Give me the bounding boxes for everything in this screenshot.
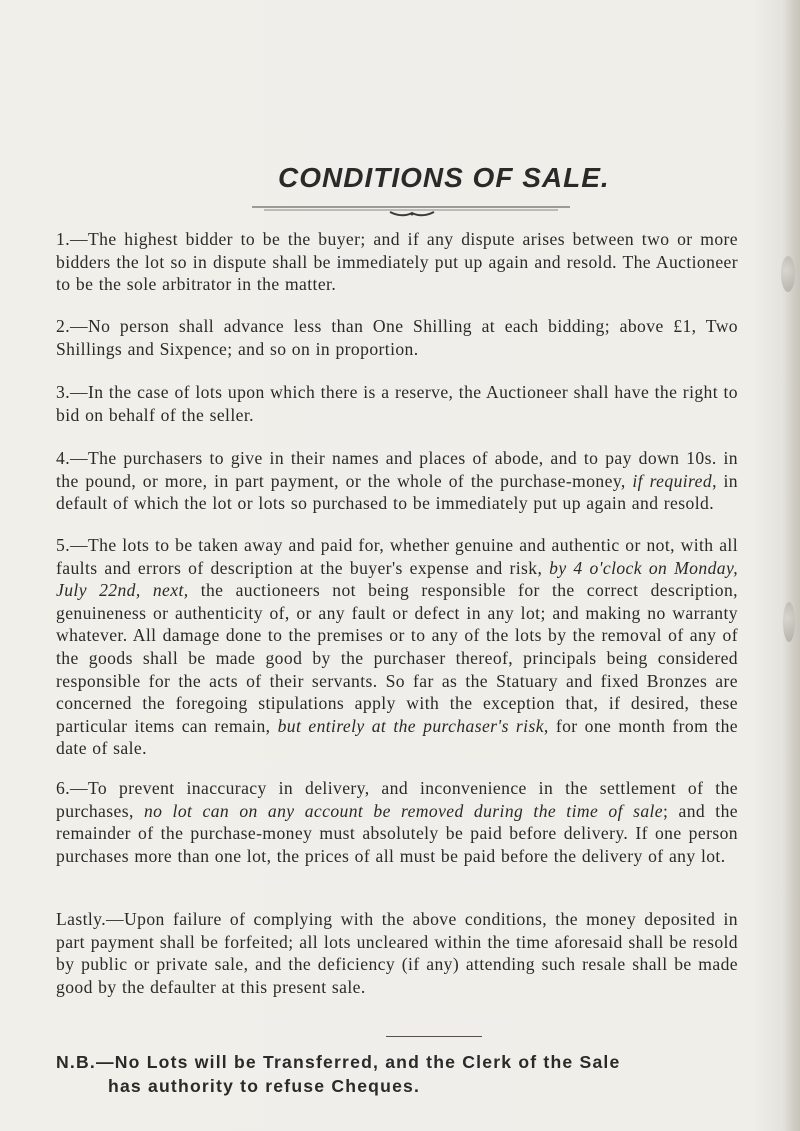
notice-line-1: N.B.—No Lots will be Transferred, and the Clerk of the Sale <box>56 1052 621 1072</box>
condition-3 <box>56 381 738 426</box>
condition-number: 5. <box>56 535 70 555</box>
page-edge-shadow <box>782 0 800 1131</box>
condition-text-emphasis: no lot can on any account be removed during the time of sale <box>143 800 664 821</box>
section-divider <box>386 1036 482 1037</box>
condition-text: —No person shall advance less than One Shilling at each bidding; above £1, Two Shillings and Sixpence; and so on in proportion. <box>56 316 738 359</box>
title-underline-ornament <box>252 204 570 218</box>
paper-spot <box>783 602 795 642</box>
condition-5 <box>56 534 738 760</box>
condition-text-emphasis: by 4 o'clock on Monday, July 22nd, next, <box>56 557 738 601</box>
condition-text: —The highest bidder to be the buyer; and if any dispute arises between two or more bidders the lot so in dispute shall be immediately put up again and resold. The Auctioneer to be the sole arbitrator in the matter. <box>56 229 738 295</box>
condition-text: , for one month from the date of sale. <box>56 715 738 759</box>
page-title: CONDITIONS OF SALE. <box>278 162 610 193</box>
condition-text: —To prevent inaccuracy in delivery, and inconvenience in the settlement of the purchases, <box>56 778 738 821</box>
condition-2 <box>56 315 738 360</box>
condition-number: 6. <box>56 778 70 798</box>
condition-text: , in default of which the lot or lots so purchased to be immediately put up again and resold. <box>56 470 738 514</box>
condition-number: 4. <box>56 448 70 468</box>
condition-lastly <box>56 908 738 998</box>
condition-1 <box>56 228 738 296</box>
condition-text: —In the case of lots upon which there is a reserve, the Auctioneer shall have the right to bid on behalf of the seller. <box>56 382 738 425</box>
condition-text-emphasis: but entirely at the purchaser's risk <box>277 715 544 736</box>
condition-text: —Upon failure of complying with the above conditions, the money deposited in part payment shall be forfeited; all lots uncleared within the time aforesaid shall be resold by public or private sale, and the deficiency (if any) attending such resale shall be made good by the defaulter at this present sale. <box>56 909 738 997</box>
condition-lastly-label: Lastly. <box>56 909 107 929</box>
condition-text-emphasis: if required <box>632 470 713 491</box>
condition-text: —The purchasers to give in their names and places of abode, and to pay down 10s. in the pound, or more, in part payment, or the whole of the purchase-money, <box>56 448 738 491</box>
condition-number: 1. <box>56 229 70 249</box>
condition-text: ; and the remainder of the purchase-money must absolutely be paid before delivery. If one person purchases more than one lot, the prices of all must be paid before the delivery of any lot. <box>56 800 739 866</box>
notice-line-2: has authority to refuse Cheques. <box>108 1076 421 1096</box>
condition-4 <box>56 447 738 515</box>
paper-spot <box>781 256 795 292</box>
condition-number: 3. <box>56 382 70 402</box>
condition-6 <box>56 777 738 867</box>
notice-nb <box>56 1050 738 1098</box>
condition-text: the auctioneers not being responsible for the correct description, genuineness or authenticity of, or any fault or defect in any lot; and making no warranty whatever. All damage done to the premises or to any of the lots by the removal of any of the goods shall be made good by the purchaser thereof, principals being considered responsible for the acts of their servants. So far as the Statuary and fixed Bronzes are concerned the foregoing stipulations apply with the exception that, if desired, these particular items can remain, <box>56 580 738 736</box>
condition-number: 2. <box>56 316 70 336</box>
condition-text: —The lots to be taken away and paid for, whether genuine and authentic or not, with all faults and errors of description at the buyer's expense and risk, <box>56 535 738 578</box>
